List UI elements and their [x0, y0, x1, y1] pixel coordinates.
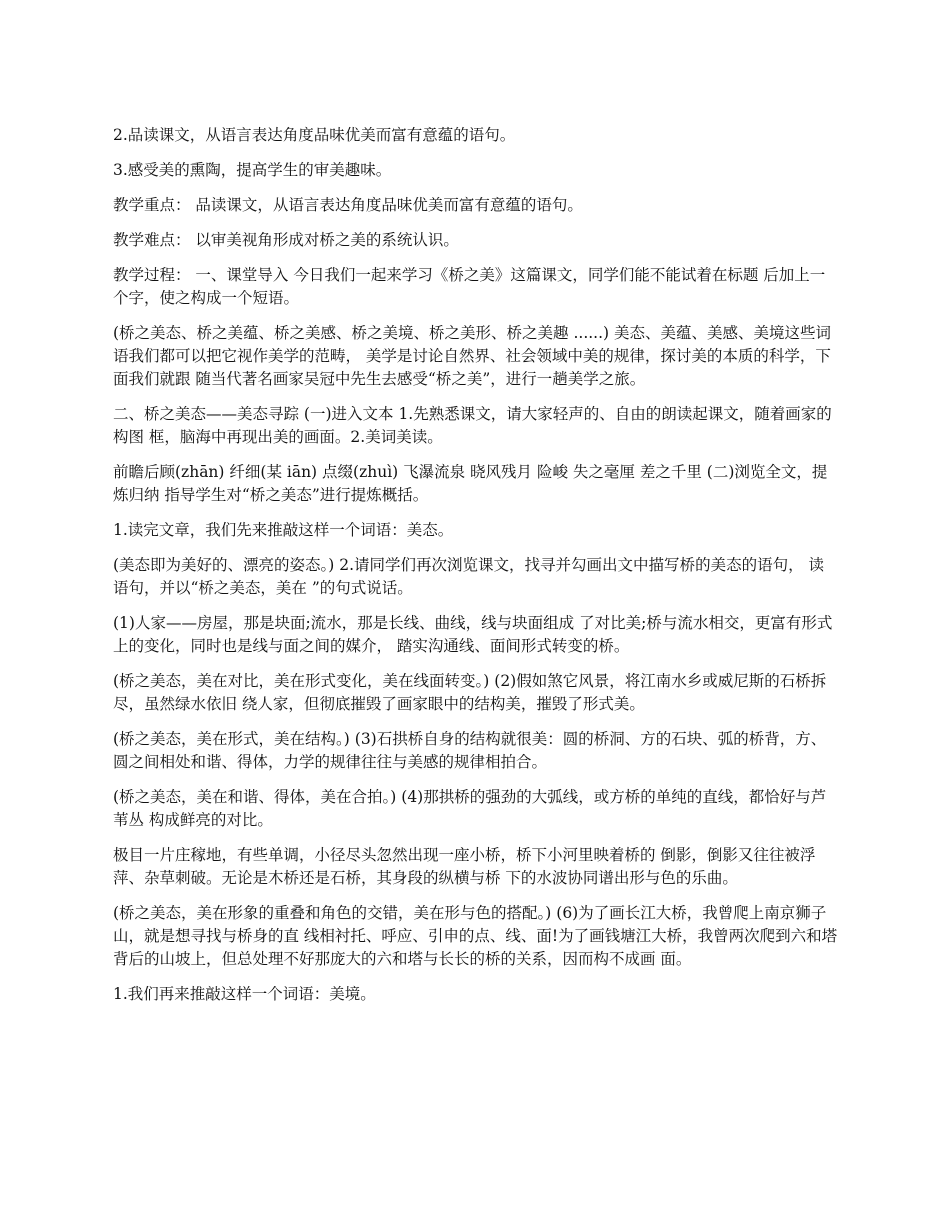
paragraph-teaching-difficulty: 教学难点： 以审美视角形成对桥之美的系统认识。: [113, 231, 459, 249]
paragraph-point-1: (1)人家——房屋，那是块面;流水，那是长线、曲线，线与块面组成 了对比美;桥与流水相交，更富有形式上的变化，同时也是线与面之间的媒介， 踏实沟通线、面间形式转变的桥。: [113, 614, 833, 655]
paragraph-meijing: 1.我们再来推敲这样一个词语：美境。: [113, 985, 376, 1003]
paragraph-point-6: (桥之美态，美在形象的重叠和角色的交错，美在形与色的搭配。) (6)为了画长江大桥，我曾爬上南京狮子山，就是想寻找与桥身的直 线相衬托、呼应、引申的点、线、面!为了画钱塘江大桥，我曾两次爬到六和塔 背后的山坡上，但总处理不好那庞大的六和塔与长长的桥的关系，因而构不成画 面。: [113, 904, 838, 968]
paragraph-meitai-definition: (美态即为美好的、漂亮的姿态。) 2.请同学们再次浏览课文，找寻并勾画出文中描写桥的美态的语句， 读语句，并以“桥之美态，美在 ”的句式说话。: [113, 556, 824, 597]
paragraph-objective-3: 3.感受美的熏陶，提高学生的审美趣味。: [113, 161, 392, 179]
paragraph-objective-2: 2.品读课文，从语言表达角度品味优美而富有意蕴的语句。: [113, 126, 516, 144]
paragraph-meitai: 1.读完文章，我们先来推敲这样一个词语：美态。: [113, 521, 454, 539]
paragraph-point-2: (桥之美态，美在对比，美在形式变化，美在线面转变。) (2)假如煞它风景，将江南水乡或威尼斯的石桥拆尽，虽然绿水依旧 绕人家，但彻底摧毁了画家眼中的结构美，摧毁了形式美。: [113, 672, 827, 713]
paragraph-point-4: (桥之美态，美在和谐、得体，美在合拍。) (4)那拱桥的强劲的大弧线，或方桥的单纯的直线，都恰好与芦苇丛 构成鲜亮的对比。: [113, 788, 827, 829]
paragraph-vocabulary: 前瞻后顾(zhān) 纤细(某 iān) 点缀(zhuì) 飞瀑流泉 晓风残月 险峻 失之毫厘 差之千里 (二)浏览全文，提炼归纳 指导学生对“桥之美态”进行提炼概括。: [113, 463, 828, 504]
paragraph-reflection: 极目一片庄稼地，有些单调，小径尽头忽然出现一座小桥，桥下小河里映着桥的 倒影，倒影又往往被浮萍、杂草刺破。无论是木桥还是石桥，其身段的纵横与桥 下的水波协同谱出形与色的乐曲。: [113, 846, 816, 887]
paragraph-point-3: (桥之美态，美在形式，美在结构。) (3)石拱桥自身的结构就很美：圆的桥洞、方的石块、弧的桥背，方、 圆之间相处和谐、得体，力学的规律往往与美感的规律相拍合。: [113, 730, 827, 771]
document-body: [113, 124, 838, 1018]
paragraph-teaching-process: 教学过程： 一、课堂导入 今日我们一起来学习《桥之美》这篇课文，同学们能不能试着在标题 后加上一个字，使之构成一个短语。: [113, 266, 826, 307]
paragraph-teaching-focus: 教学重点： 品读课文，从语言表达角度品味优美而富有意蕴的语句。: [113, 196, 583, 214]
paragraph-section-two: 二、桥之美态——美态寻踪 (一)进入文本 1.先熟悉课文，请大家轻声的、自由的朗读起课文，随着画家的构图 框，脑海中再现出美的画面。2.美词美读。: [113, 405, 832, 446]
paragraph-aesthetics-intro: (桥之美态、桥之美蕴、桥之美感、桥之美境、桥之美形、桥之美趣 ......) 美态、美蕴、美感、美境这些词语我们都可以把它视作美学的范畴， 美学是讨论自然界、社会领域中美的规律，探讨美的本质的科学，下面我们就跟 随当代著名画家吴冠中先生去感受“桥之美”，进行一趟美学之旅。: [113, 324, 832, 388]
